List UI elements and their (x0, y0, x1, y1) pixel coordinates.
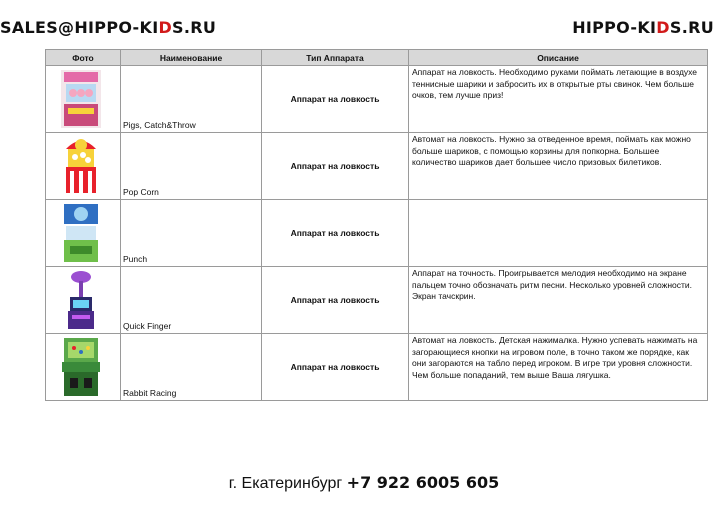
table-row (46, 334, 708, 401)
machine-photo-pigs (60, 68, 102, 130)
photo-cell (46, 334, 121, 401)
footer-phone[interactable]: +7 922 6005 605 (346, 473, 500, 492)
header-email-part1: SALES@HIPPO-KI (0, 18, 159, 37)
product-description: Аппарат на ловкость. Необходимо руками поймать летающие в воздухе теннисные шарики и забросить их в открытые рты свинок. Чем больше очков, тем лучше приз! (412, 67, 698, 100)
product-name: Punch (123, 254, 148, 264)
col-name-header: Наименование (121, 50, 262, 66)
name-cell (121, 334, 262, 401)
product-name: Rabbit Racing (123, 388, 177, 398)
name-cell (121, 133, 262, 200)
photo-cell (46, 66, 121, 133)
footer-city: г. Екатеринбург (228, 475, 343, 492)
table-row (46, 267, 708, 334)
col-type-header: Тип Аппарата (262, 50, 409, 66)
footer-contact (0, 473, 728, 493)
description-cell (409, 66, 708, 133)
table-row (46, 133, 708, 200)
table-row (46, 66, 708, 133)
machine-photo-quick-finger (60, 269, 102, 331)
description-cell (409, 267, 708, 334)
description-cell (409, 133, 708, 200)
name-cell (121, 200, 262, 267)
header-site-part2: S.RU (669, 18, 714, 37)
product-description: Аппарат на точность. Проигрывается мелодия необходимо на экране пальцем точно обозначать ритм песни. Несколько уровней сложности. Экран тачскрин. (412, 268, 693, 301)
description-cell (409, 200, 708, 267)
photo-cell (46, 267, 121, 334)
product-description: Автомат на ловкость. Нужно за отведенное время, поймать как можно больше шариков, с помощью корзины для попкорна. Большее количество шариков дает большее число призовых билетиков. (412, 134, 691, 167)
name-cell (121, 66, 262, 133)
photo-cell (46, 133, 121, 200)
table-row (46, 200, 708, 267)
machine-photo-popcorn (60, 135, 102, 197)
product-type: Аппарат на ловкость (262, 267, 409, 334)
col-photo-header: Фото (46, 50, 121, 66)
product-name: Pop Corn (123, 187, 159, 197)
col-description-header: Описание (409, 50, 708, 66)
header-site[interactable] (572, 18, 714, 37)
header-site-highlight: D (656, 18, 670, 37)
product-description (409, 200, 707, 201)
name-cell (121, 267, 262, 334)
description-cell (409, 334, 708, 401)
header-email[interactable] (0, 18, 216, 37)
table-header-row (46, 50, 708, 66)
header-email-part2: S.RU (172, 18, 217, 37)
product-table (45, 49, 708, 401)
product-name: Quick Finger (123, 321, 172, 331)
header-email-highlight: D (158, 18, 173, 37)
product-type: Аппарат на ловкость (262, 334, 409, 401)
product-description: Автомат на ловкость. Детская нажималка. Нужно успевать нажимать на загорающиеся кнопки на игровом поле, в точно таком же порядке, как они загораются на табло перед игроком. В игре три уровня сложности. Чем больше попаданий, тем выше Ваша лягушка. (412, 335, 698, 380)
photo-cell (46, 200, 121, 267)
machine-photo-rabbit-racing (60, 336, 102, 398)
product-type: Аппарат на ловкость (262, 133, 409, 200)
product-name: Pigs, Catch&Throw (123, 120, 196, 130)
product-type: Аппарат на ловкость (262, 200, 409, 267)
product-type: Аппарат на ловкость (262, 66, 409, 133)
machine-photo-punch (60, 202, 102, 264)
header-site-part1: HIPPO-KI (572, 18, 657, 37)
